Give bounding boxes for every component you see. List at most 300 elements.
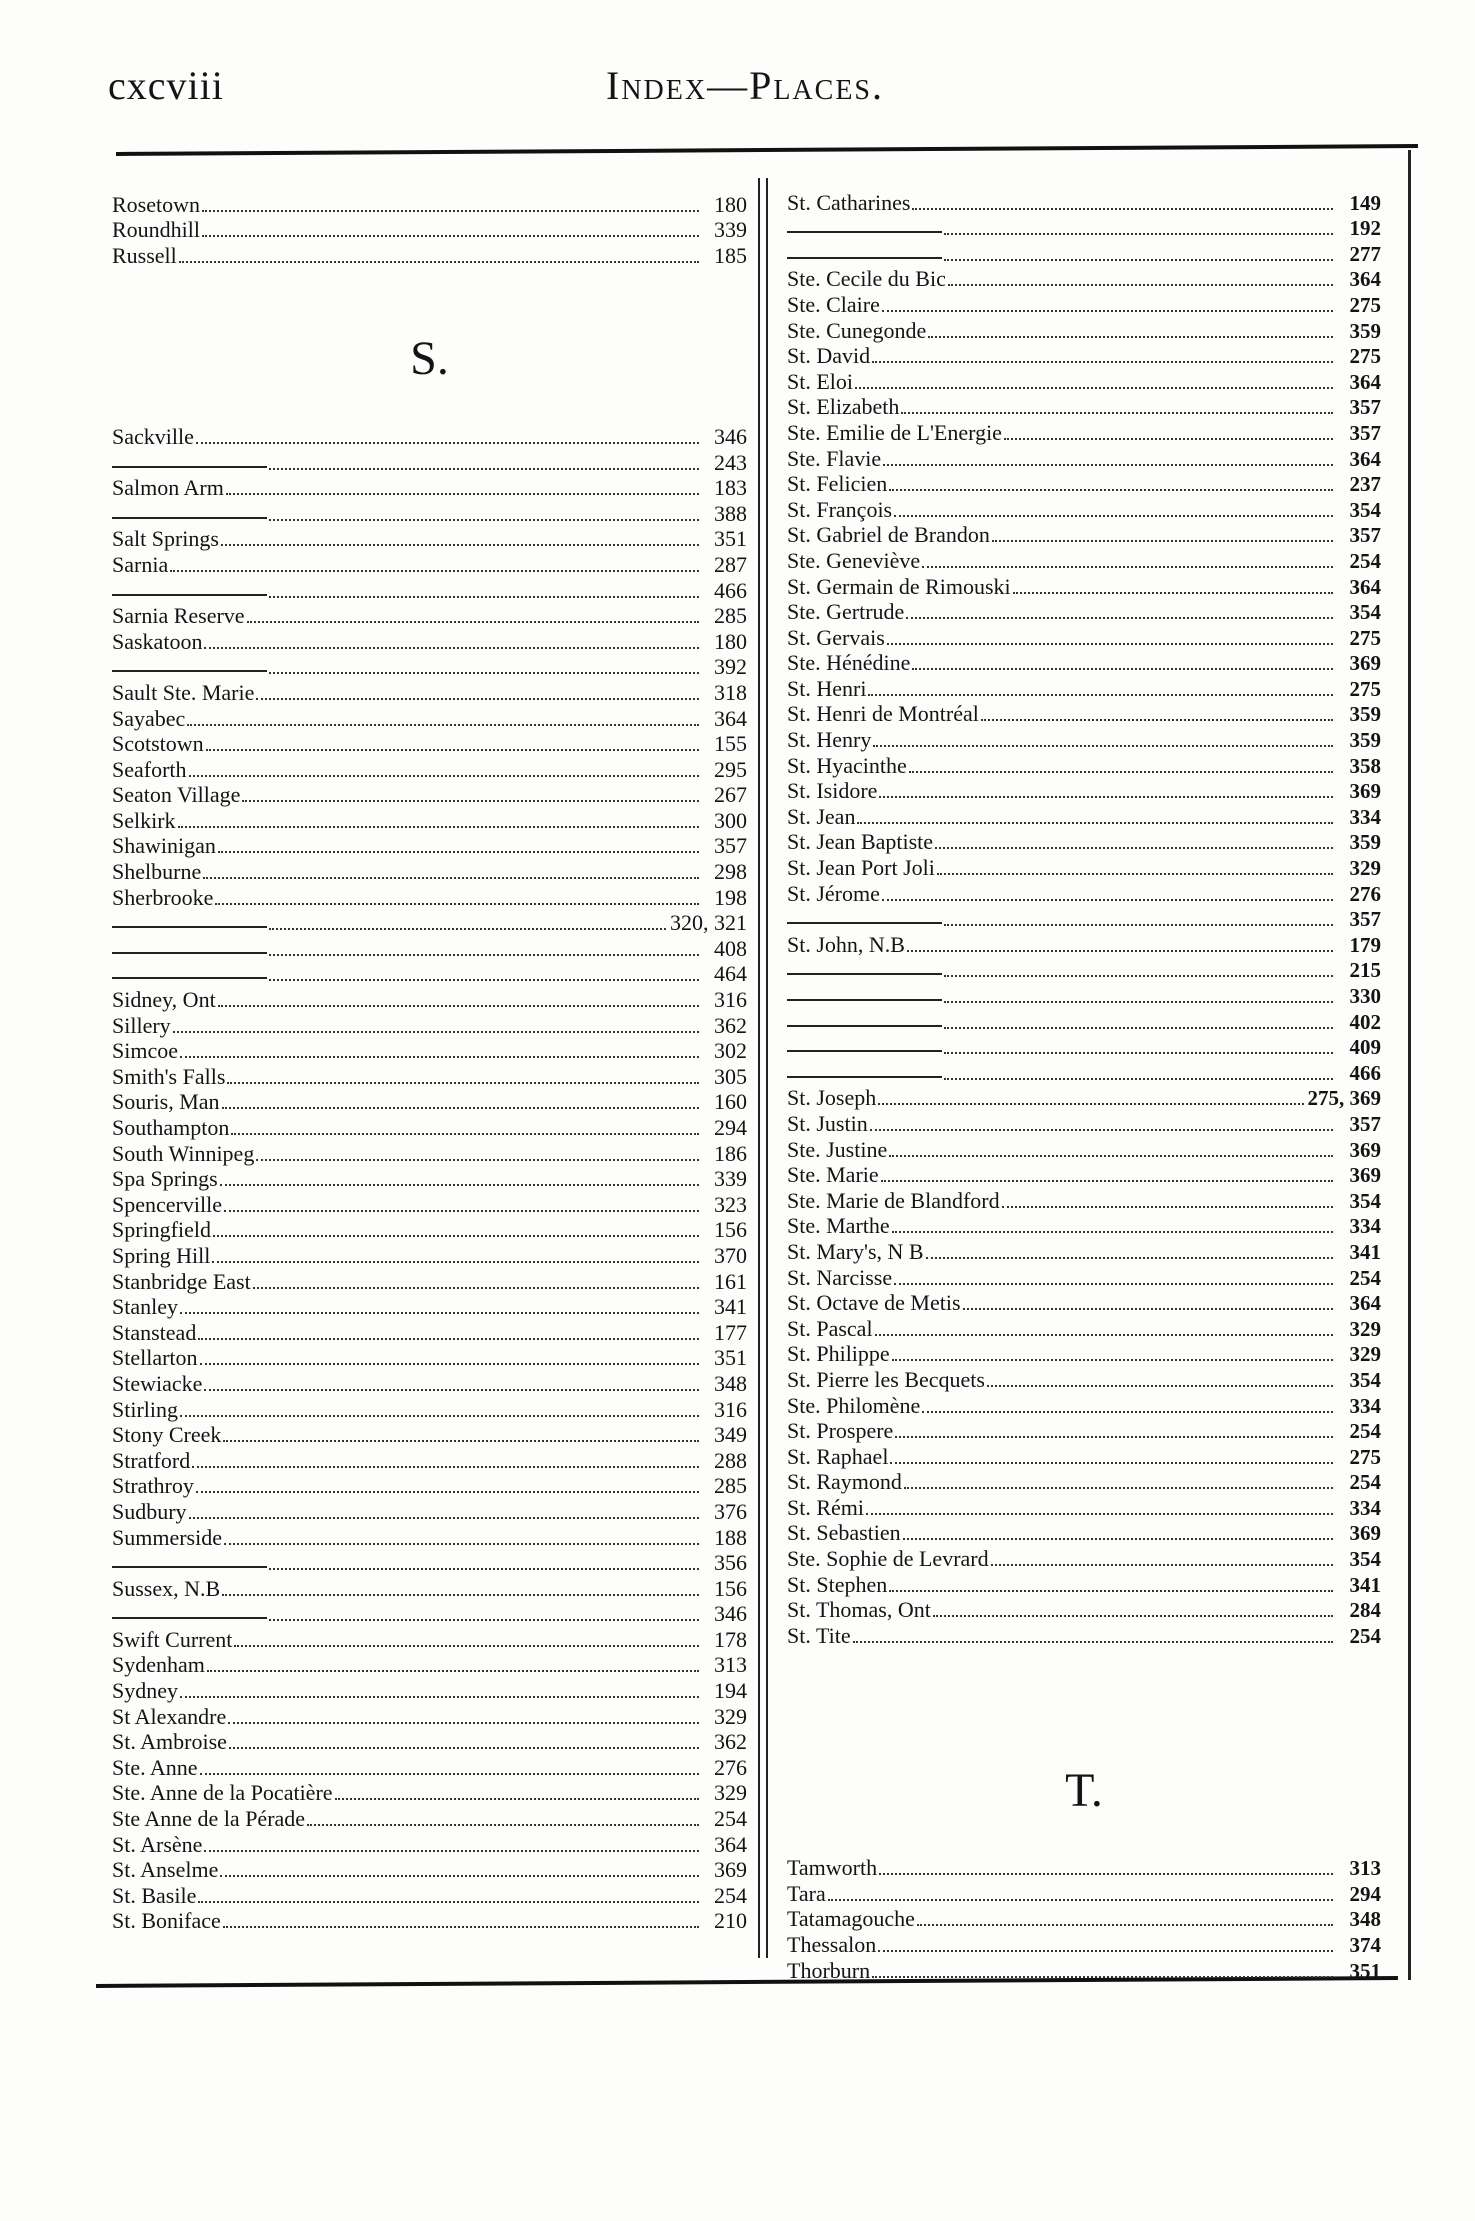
index-entry: [112, 1909, 747, 1935]
dot-leader: [192, 1466, 699, 1468]
place-name: St. Thomas, Ont: [787, 1597, 931, 1623]
place-name: Tara: [787, 1880, 826, 1906]
page-reference: 354: [1349, 1188, 1381, 1213]
dot-leader: [892, 1359, 1333, 1361]
page-reference: 160: [714, 1089, 747, 1115]
index-entry: [112, 1499, 747, 1525]
ditto-dash: [112, 952, 267, 954]
index-entry: [787, 1932, 1381, 1958]
index-entry: [787, 600, 1381, 626]
place-name: Seaforth: [112, 756, 187, 782]
index-entry: [112, 218, 747, 244]
page-reference: 177: [714, 1319, 747, 1345]
place-name: St. Justin: [787, 1110, 868, 1136]
page-reference: 192: [1349, 216, 1381, 241]
index-entry: [112, 1269, 747, 1295]
place-name: Scotstown: [112, 731, 204, 757]
page-reference: 351: [714, 526, 747, 552]
place-name: St. Arsène: [112, 1831, 203, 1857]
dot-leader: [180, 1056, 699, 1058]
index-entry: [787, 753, 1381, 779]
page-reference: 185: [714, 242, 747, 268]
place-name: St. Henri de Montréal: [787, 701, 979, 727]
place-name: St. Isidore: [787, 778, 878, 804]
ditto-dash: [787, 999, 942, 1001]
index-entry: [112, 501, 747, 527]
page-reference: 392: [714, 654, 747, 680]
page-reference: 254: [1349, 1265, 1381, 1290]
page-reference: 180: [714, 628, 747, 654]
place-name: South Winnipeg: [112, 1140, 255, 1166]
index-entry: [787, 1163, 1381, 1189]
place-name: St. Tite: [787, 1622, 851, 1648]
dot-leader: [873, 745, 1333, 747]
dot-leader: [202, 235, 699, 237]
index-entry: [112, 655, 747, 681]
dot-leader: [828, 1899, 1333, 1901]
dot-leader: [213, 1235, 699, 1237]
place-name: St. Prospere: [787, 1418, 894, 1444]
place-name: St. Anselme: [112, 1857, 219, 1883]
place-name: St. Octave de Metis: [787, 1290, 961, 1316]
dot-leader: [180, 1415, 699, 1417]
place-name: Ste. Anne de la Pocatière: [112, 1780, 333, 1806]
place-name: St. Raphael: [787, 1443, 889, 1469]
place-name: Tamworth: [787, 1855, 878, 1881]
dot-leader: [1002, 1206, 1333, 1208]
page-reference: 294: [1349, 1881, 1381, 1906]
index-entry: [112, 476, 747, 502]
place-name: Ste. Claire: [787, 291, 880, 317]
dot-leader: [894, 515, 1333, 517]
index-entry: [112, 1141, 747, 1167]
place-name: Ste. Geneviève: [787, 547, 921, 573]
index-entry: [787, 1598, 1381, 1624]
index-entry: [112, 1678, 747, 1704]
page-reference: 194: [714, 1678, 747, 1704]
left-column: [112, 192, 747, 1934]
left-s-entries: [112, 424, 747, 1934]
index-entry: [787, 292, 1381, 318]
page-reference: 275: [1349, 344, 1381, 369]
index-entry: [112, 424, 747, 450]
index-entry: [112, 1448, 747, 1474]
dot-leader: [187, 724, 699, 726]
page-reference: 178: [714, 1626, 747, 1652]
dot-leader: [247, 621, 699, 623]
ditto-dash: [112, 926, 267, 928]
place-name: Sault Ste. Marie: [112, 679, 255, 705]
index-entry: [112, 808, 747, 834]
dot-leader: [892, 1231, 1333, 1233]
index-entry: [787, 1188, 1381, 1214]
index-entry: [112, 911, 747, 937]
page-reference: 359: [1349, 702, 1381, 727]
place-name: Spa Springs: [112, 1166, 218, 1192]
dot-leader: [269, 954, 699, 956]
place-name: Stanley: [112, 1294, 178, 1320]
index-entry: [112, 834, 747, 860]
index-entry: [112, 1551, 747, 1577]
page-reference: 346: [714, 423, 747, 449]
index-entry: [112, 1371, 747, 1397]
index-entry: [112, 1806, 747, 1832]
page-reference: 329: [714, 1703, 747, 1729]
index-entry: [787, 523, 1381, 549]
page-reference: 369: [714, 1857, 747, 1883]
index-entry: [787, 1239, 1381, 1265]
index-entry: [112, 1320, 747, 1346]
index-entry: [112, 1115, 747, 1141]
place-name: St. Jérome: [787, 880, 880, 906]
page-reference: 254: [1349, 1470, 1381, 1495]
dot-leader: [901, 412, 1333, 414]
index-entry: [112, 936, 747, 962]
page-reference: 388: [714, 500, 747, 526]
section-letter-t: T.: [1065, 1763, 1103, 1817]
index-entry: [112, 1704, 747, 1730]
dot-leader: [926, 1257, 1333, 1259]
index-entry: [112, 1423, 747, 1449]
page-reference: 354: [1349, 1367, 1381, 1392]
index-entry: [112, 1090, 747, 1116]
page-reference: 275: [1349, 676, 1381, 701]
dot-leader: [215, 903, 699, 905]
page-reference: 341: [714, 1294, 747, 1320]
index-entry: [787, 1521, 1381, 1547]
index-entry: [112, 527, 747, 553]
dot-leader: [228, 1722, 699, 1724]
dot-leader: [882, 899, 1333, 901]
index-entry: [787, 1546, 1381, 1572]
ditto-dash: [787, 231, 942, 233]
dot-leader: [879, 1873, 1333, 1875]
page-reference: 464: [714, 961, 747, 987]
place-name: St. Hyacinthe: [787, 752, 907, 778]
index-entry: [112, 1064, 747, 1090]
dot-leader: [890, 1462, 1333, 1464]
dot-leader: [872, 1976, 1333, 1978]
index-entry: [787, 855, 1381, 881]
index-entry: [787, 190, 1381, 216]
index-entry: [112, 1295, 747, 1321]
index-entry: [112, 1883, 747, 1909]
index-entry: [787, 1881, 1381, 1907]
index-entry: [787, 574, 1381, 600]
index-entry: [112, 757, 747, 783]
place-name: Salt Springs: [112, 526, 219, 552]
dot-leader: [912, 208, 1333, 210]
place-name: Ste. Marie de Blandford: [787, 1187, 1000, 1213]
page-reference: 254: [714, 1882, 747, 1908]
place-name: St. Jean Baptiste: [787, 829, 934, 855]
dot-leader: [256, 698, 699, 700]
dot-leader: [234, 1645, 699, 1647]
index-entry: [787, 420, 1381, 446]
page-reference: 359: [1349, 318, 1381, 343]
place-name: Sidney, Ont: [112, 987, 216, 1013]
dot-leader: [903, 1538, 1333, 1540]
index-entry: [112, 1218, 747, 1244]
page-reference: 356: [714, 1550, 747, 1576]
index-entry: [112, 1832, 747, 1858]
section-letter-s: S.: [410, 332, 449, 386]
index-entry: [787, 472, 1381, 498]
ditto-dash: [112, 1617, 267, 1619]
index-entry: [112, 1346, 747, 1372]
page-reference: 376: [714, 1498, 747, 1524]
page-reference: 354: [1349, 600, 1381, 625]
dot-leader: [221, 544, 699, 546]
ditto-dash: [112, 670, 267, 672]
place-name: St. Sebastien: [787, 1520, 901, 1546]
dot-leader: [222, 1107, 699, 1109]
ditto-dash: [112, 517, 267, 519]
page-reference: 243: [714, 449, 747, 475]
place-name: Sudbury: [112, 1498, 187, 1524]
place-name: Strathroy: [112, 1473, 194, 1499]
page-reference: 364: [1349, 574, 1381, 599]
place-name: Ste. Sophie de Levrard: [787, 1546, 989, 1572]
place-name: St. Basile: [112, 1882, 197, 1908]
index-entry: [787, 548, 1381, 574]
index-entry: [112, 962, 747, 988]
place-name: Summerside: [112, 1524, 222, 1550]
index-entry: [787, 625, 1381, 651]
place-name: Stellarton: [112, 1345, 198, 1371]
place-name: Seaton Village: [112, 782, 241, 808]
page-reference: 275: [1349, 292, 1381, 317]
page-reference: 329: [1349, 856, 1381, 881]
place-name: Thorburn: [787, 1957, 871, 1983]
dot-leader: [889, 1155, 1333, 1157]
page-reference: 275: [1349, 1444, 1381, 1469]
place-name: Thessalon: [787, 1932, 877, 1957]
index-entry: [112, 1730, 747, 1756]
page-reference: 149: [1349, 190, 1381, 215]
index-entry: [112, 1525, 747, 1551]
place-name: Ste. Cunegonde: [787, 317, 927, 343]
index-entry: [787, 702, 1381, 728]
dot-leader: [987, 1385, 1333, 1387]
index-entry: [787, 1393, 1381, 1419]
place-name: Stanstead: [112, 1319, 197, 1345]
index-entry: [787, 446, 1381, 472]
dot-leader: [870, 1129, 1333, 1131]
dot-leader: [179, 261, 699, 263]
ditto-dash: [112, 977, 267, 979]
page-reference: 339: [714, 217, 747, 243]
dot-leader: [963, 1308, 1333, 1310]
index-entry: [787, 1035, 1381, 1061]
index-entry: [787, 395, 1381, 421]
place-name: St. Henry: [787, 727, 872, 753]
dot-leader: [200, 1363, 699, 1365]
place-name: St. John, N.B: [787, 931, 905, 957]
dot-leader: [857, 822, 1333, 824]
page-reference: 466: [1349, 1060, 1381, 1085]
place-name: Sydenham: [112, 1652, 205, 1678]
dot-leader: [948, 284, 1333, 286]
index-entry: [112, 859, 747, 885]
place-name: Ste Anne de la Pérade: [112, 1806, 306, 1832]
page-reference: 318: [714, 679, 747, 705]
index-entry: [787, 1907, 1381, 1933]
page-reference: 294: [714, 1115, 747, 1140]
place-name: Sussex, N.B: [112, 1575, 221, 1601]
dot-leader: [889, 1590, 1333, 1592]
index-entry: [787, 1265, 1381, 1291]
dot-leader: [218, 1005, 699, 1007]
page-reference: 156: [714, 1217, 747, 1243]
page-reference: 285: [714, 1473, 747, 1499]
page-reference: 358: [1349, 753, 1381, 778]
place-name: St. Gervais: [787, 624, 885, 650]
dot-leader: [992, 540, 1333, 542]
place-name: Ste. Cecile du Bic: [787, 266, 946, 292]
page-reference: 370: [714, 1242, 747, 1268]
dot-leader: [944, 975, 1333, 977]
index-entry: [787, 958, 1381, 984]
dot-leader: [173, 1031, 699, 1033]
top-rule: [116, 144, 1418, 156]
index-entry: [787, 727, 1381, 753]
dot-leader: [944, 924, 1333, 926]
dot-leader: [202, 210, 699, 212]
place-name: St. Germain de Rimouski: [787, 573, 1011, 599]
dot-leader: [872, 361, 1333, 363]
place-name: Sackville: [112, 423, 194, 449]
dot-leader: [981, 719, 1333, 721]
dot-leader: [922, 1411, 1333, 1413]
page-reference: 354: [1349, 497, 1381, 522]
place-name: Sarnia: [112, 551, 169, 577]
page-reference: 329: [714, 1780, 747, 1806]
ditto-dash: [787, 1076, 942, 1078]
page-reference: 466: [714, 577, 747, 603]
index-entry: [787, 1086, 1381, 1112]
page-reference: 369: [1349, 779, 1381, 804]
dot-leader: [1013, 592, 1333, 594]
ditto-dash: [787, 922, 942, 924]
index-entry: [112, 552, 747, 578]
page-reference: 357: [714, 833, 747, 859]
dot-leader: [269, 468, 699, 470]
place-name: Ste. Gertrude: [787, 599, 905, 625]
dot-leader: [935, 847, 1333, 849]
index-entry: [787, 983, 1381, 1009]
page-reference: 341: [1349, 1572, 1381, 1597]
dot-leader: [991, 1564, 1333, 1566]
place-name: Smith's Falls: [112, 1063, 226, 1089]
page-reference: 276: [714, 1754, 747, 1780]
dot-leader: [269, 1619, 699, 1621]
index-entry: [112, 706, 747, 732]
page-reference: 354: [1349, 1547, 1381, 1572]
dot-leader: [189, 775, 699, 777]
index-entry: [112, 1039, 747, 1065]
page-reference: 215: [1349, 958, 1381, 983]
page-reference: 155: [714, 731, 747, 757]
page-reference: 198: [714, 884, 747, 910]
dot-leader: [907, 950, 1333, 952]
page-reference: 316: [714, 987, 747, 1013]
page-reference: 334: [1349, 1393, 1381, 1418]
place-name: Stirling: [112, 1396, 179, 1422]
index-entry: [112, 243, 747, 269]
dot-leader: [866, 1513, 1333, 1515]
dot-leader: [223, 1440, 699, 1442]
page-reference: 357: [1349, 1111, 1381, 1136]
column-divider: [766, 178, 768, 1958]
dot-leader: [855, 387, 1333, 389]
page-reference: 364: [1349, 267, 1381, 292]
page-reference: 180: [714, 191, 747, 217]
dot-leader: [933, 1615, 1333, 1617]
place-name: St. Stephen: [787, 1571, 888, 1597]
page-reference: 237: [1349, 472, 1381, 497]
page-reference: 359: [1349, 830, 1381, 855]
right-border: [1408, 150, 1411, 1980]
dot-leader: [224, 1210, 699, 1212]
dot-leader: [917, 1924, 1333, 1926]
index-entry: [112, 192, 747, 218]
place-name: Ste. Anne: [112, 1754, 198, 1780]
page-reference: 276: [1349, 881, 1381, 906]
index-entry: [112, 1755, 747, 1781]
dot-leader: [881, 1180, 1333, 1182]
place-name: Tatamagouche: [787, 1906, 915, 1932]
place-name: St. Jean Port Joli: [787, 855, 935, 881]
dot-leader: [883, 464, 1333, 466]
dot-leader: [269, 1568, 699, 1570]
place-name: Souris, Man: [112, 1089, 220, 1115]
dot-leader: [204, 1850, 699, 1852]
dot-leader: [198, 1338, 699, 1340]
column-divider: [758, 178, 760, 1958]
dot-leader: [944, 1052, 1333, 1054]
dot-leader: [206, 749, 699, 751]
dot-leader: [200, 1773, 699, 1775]
dot-leader: [196, 1491, 699, 1493]
index-entry: [112, 1243, 747, 1269]
place-name: Stewiacke: [112, 1370, 203, 1396]
page-reference: 179: [1349, 932, 1381, 957]
place-name: St. Rémi: [787, 1494, 865, 1520]
dot-leader: [224, 1543, 699, 1545]
page-reference: 409: [1349, 1035, 1381, 1060]
place-name: St. Catharines: [787, 189, 911, 215]
page-reference: 161: [714, 1268, 747, 1294]
dot-leader: [944, 1078, 1333, 1080]
page-reference: 313: [1349, 1856, 1381, 1881]
page-reference: 313: [714, 1652, 747, 1678]
page-reference: 305: [714, 1063, 747, 1089]
dot-leader: [170, 570, 699, 572]
page-reference: 348: [714, 1370, 747, 1396]
left-top-entries: [112, 192, 747, 269]
page-reference: 156: [714, 1575, 747, 1601]
place-name: Ste. Marie: [787, 1162, 879, 1188]
dot-leader: [335, 1798, 699, 1800]
page-reference: 183: [714, 475, 747, 501]
index-entry: [112, 578, 747, 604]
dot-leader: [222, 1594, 699, 1596]
dot-leader: [180, 1312, 699, 1314]
index-entry: [787, 216, 1381, 242]
place-name: Southampton: [112, 1115, 230, 1140]
page-reference: 334: [1349, 1495, 1381, 1520]
